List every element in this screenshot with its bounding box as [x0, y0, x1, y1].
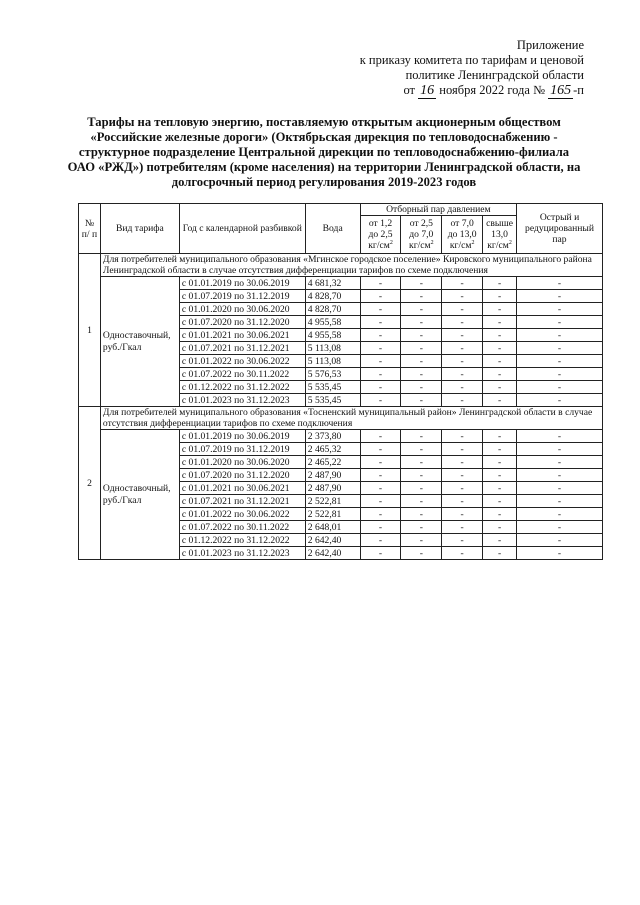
empty-tariff-cell: - [401, 342, 442, 355]
period-cell: с 01.12.2022 по 31.12.2022 [179, 381, 305, 394]
empty-tariff-cell: - [483, 521, 517, 534]
period-cell: с 01.07.2022 по 30.11.2022 [179, 521, 305, 534]
empty-tariff-cell: - [360, 355, 401, 368]
empty-tariff-cell: - [360, 508, 401, 521]
empty-tariff-cell: - [401, 508, 442, 521]
header-num: № п/ п [79, 204, 101, 254]
title-line-5: долгосрочный период регулирования 2019-2023 годов [171, 175, 477, 189]
empty-tariff-cell: - [517, 443, 603, 456]
empty-tariff-cell: - [517, 547, 603, 560]
period-cell: с 01.01.2019 по 30.06.2019 [179, 430, 305, 443]
water-tariff-cell: 2 522,81 [305, 495, 360, 508]
empty-tariff-cell: - [483, 303, 517, 316]
empty-tariff-cell: - [483, 508, 517, 521]
empty-tariff-cell: - [442, 430, 483, 443]
title-line-1: Тарифы на тепловую энергию, поставляемую открытым акционерным обществом [87, 115, 561, 129]
steam-1-line1: от 1,2 [368, 218, 393, 229]
steam-4-line2: 13,0 [491, 229, 508, 240]
empty-tariff-cell: - [360, 381, 401, 394]
empty-tariff-cell: - [360, 521, 401, 534]
empty-tariff-cell: - [442, 381, 483, 394]
period-cell: с 01.07.2022 по 30.11.2022 [179, 368, 305, 381]
table-row [79, 277, 603, 290]
empty-tariff-cell: - [401, 355, 442, 368]
empty-tariff-cell: - [483, 394, 517, 407]
empty-tariff-cell: - [442, 342, 483, 355]
empty-tariff-cell: - [360, 329, 401, 342]
empty-tariff-cell: - [442, 329, 483, 342]
empty-tariff-cell: - [483, 316, 517, 329]
water-tariff-cell: 2 465,32 [305, 443, 360, 456]
empty-tariff-cell: - [442, 277, 483, 290]
empty-tariff-cell: - [483, 469, 517, 482]
empty-tariff-cell: - [442, 482, 483, 495]
water-tariff-cell: 2 648,01 [305, 521, 360, 534]
handwritten-order-number: 165 [550, 83, 572, 98]
period-cell: с 01.12.2022 по 31.12.2022 [179, 534, 305, 547]
empty-tariff-cell: - [442, 495, 483, 508]
title-line-3: структурное подразделение Центральной дирекции по тепловодоснабжению-филиала [78, 145, 570, 159]
period-cell: с 01.01.2019 по 30.06.2019 [179, 277, 305, 290]
tariff-kind: Одноставочный, руб./Гкал [100, 277, 179, 407]
empty-tariff-cell: - [517, 394, 603, 407]
empty-tariff-cell: - [401, 521, 442, 534]
empty-tariff-cell: - [442, 303, 483, 316]
water-tariff-cell: 4 828,70 [305, 290, 360, 303]
table-row [79, 430, 603, 443]
empty-tariff-cell: - [442, 290, 483, 303]
empty-tariff-cell: - [517, 430, 603, 443]
empty-tariff-cell: - [401, 534, 442, 547]
empty-tariff-cell: - [360, 277, 401, 290]
unit-text: кг/см [409, 240, 431, 251]
header-steam-4 [483, 216, 517, 254]
period-cell: с 01.01.2023 по 31.12.2023 [179, 394, 305, 407]
period-cell: с 01.07.2019 по 31.12.2019 [179, 290, 305, 303]
water-tariff-cell: 2 487,90 [305, 482, 360, 495]
appendix-label: Приложение [516, 38, 584, 52]
empty-tariff-cell: - [360, 547, 401, 560]
steam-2-line1: от 2,5 [409, 218, 433, 229]
steam-3-line2: до 13,0 [447, 229, 477, 240]
empty-tariff-cell: - [401, 290, 442, 303]
tariff-kind: Одноставочный, руб./Гкал [100, 430, 179, 560]
steam-4-unit [485, 240, 514, 251]
group-header-row [79, 254, 603, 277]
empty-tariff-cell: - [360, 316, 401, 329]
empty-tariff-cell: - [442, 521, 483, 534]
unit-text: кг/см [368, 240, 390, 251]
header-steam: Отборный пар давлением [360, 204, 516, 216]
empty-tariff-cell: - [360, 495, 401, 508]
steam-3-unit [444, 240, 480, 251]
empty-tariff-cell: - [517, 355, 603, 368]
water-tariff-cell: 4 955,58 [305, 316, 360, 329]
row-number: 2 [79, 407, 101, 560]
consumer-group-description: Для потребителей муниципального образования «Тосненский муниципальный район» Ленинградской области в случае отсутствия дифференциации тарифов по схеме подключения [100, 407, 602, 430]
water-tariff-cell: 5 535,45 [305, 394, 360, 407]
empty-tariff-cell: - [360, 394, 401, 407]
empty-tariff-cell: - [401, 547, 442, 560]
water-tariff-cell: 5 535,45 [305, 381, 360, 394]
water-tariff-cell: 2 642,40 [305, 534, 360, 547]
empty-tariff-cell: - [517, 381, 603, 394]
unit-text: кг/см [449, 240, 472, 251]
document-title [64, 115, 584, 190]
period-cell: с 01.01.2022 по 30.06.2022 [179, 508, 305, 521]
empty-tariff-cell: - [442, 394, 483, 407]
header-kind: Вид тарифа [100, 204, 179, 254]
appendix-committee-line: политике Ленинградской области [405, 68, 584, 82]
empty-tariff-cell: - [517, 495, 603, 508]
empty-tariff-cell: - [401, 381, 442, 394]
empty-tariff-cell: - [517, 290, 603, 303]
period-cell: с 01.01.2021 по 30.06.2021 [179, 482, 305, 495]
water-tariff-cell: 2 373,80 [305, 430, 360, 443]
period-cell: с 01.01.2020 по 30.06.2020 [179, 456, 305, 469]
empty-tariff-cell: - [360, 368, 401, 381]
empty-tariff-cell: - [401, 482, 442, 495]
water-tariff-cell: 2 522,81 [305, 508, 360, 521]
empty-tariff-cell: - [401, 430, 442, 443]
period-cell: с 01.07.2020 по 31.12.2020 [179, 469, 305, 482]
empty-tariff-cell: - [442, 316, 483, 329]
tariff-table [78, 203, 603, 560]
empty-tariff-cell: - [483, 381, 517, 394]
empty-tariff-cell: - [483, 277, 517, 290]
empty-tariff-cell: - [517, 329, 603, 342]
empty-tariff-cell: - [401, 303, 442, 316]
header-year: Год с календарной разбивкой [179, 204, 305, 254]
empty-tariff-cell: - [442, 547, 483, 560]
header-steam-2 [401, 216, 442, 254]
period-cell: с 01.01.2023 по 31.12.2023 [179, 547, 305, 560]
empty-tariff-cell: - [483, 547, 517, 560]
empty-tariff-cell: - [360, 443, 401, 456]
empty-tariff-cell: - [401, 443, 442, 456]
empty-tariff-cell: - [442, 456, 483, 469]
period-cell: с 01.01.2021 по 30.06.2021 [179, 329, 305, 342]
appendix-date-line [360, 83, 584, 99]
date-middle: ноября 2022 года № [439, 83, 546, 97]
empty-tariff-cell: - [401, 394, 442, 407]
empty-tariff-cell: - [517, 342, 603, 355]
empty-tariff-cell: - [401, 469, 442, 482]
unit-power: 2 [471, 239, 475, 246]
water-tariff-cell: 2 642,40 [305, 547, 360, 560]
water-tariff-cell: 2 465,22 [305, 456, 360, 469]
consumer-group-description: Для потребителей муниципального образования «Мгинское городское поселение» Кировского муниципального района Ленинградской области в случае отсутствия дифференциации тарифов по схеме подключения [100, 254, 602, 277]
water-tariff-cell: 5 113,08 [305, 355, 360, 368]
empty-tariff-cell: - [517, 277, 603, 290]
empty-tariff-cell: - [517, 521, 603, 534]
unit-power: 2 [508, 239, 512, 246]
tariff-table-body [79, 254, 603, 560]
unit-power: 2 [430, 239, 434, 246]
header-water: Вода [305, 204, 360, 254]
empty-tariff-cell: - [517, 316, 603, 329]
empty-tariff-cell: - [360, 303, 401, 316]
empty-tariff-cell: - [442, 508, 483, 521]
empty-tariff-cell: - [360, 290, 401, 303]
empty-tariff-cell: - [401, 495, 442, 508]
empty-tariff-cell: - [517, 482, 603, 495]
row-number: 1 [79, 254, 101, 407]
water-tariff-cell: 5 576,53 [305, 368, 360, 381]
empty-tariff-cell: - [360, 456, 401, 469]
period-cell: с 01.01.2022 по 30.06.2022 [179, 355, 305, 368]
empty-tariff-cell: - [517, 368, 603, 381]
empty-tariff-cell: - [442, 355, 483, 368]
steam-1-line2: до 2,5 [368, 229, 393, 240]
empty-tariff-cell: - [483, 495, 517, 508]
steam-1-unit [363, 240, 399, 251]
period-cell: с 01.07.2021 по 31.12.2021 [179, 495, 305, 508]
empty-tariff-cell: - [360, 342, 401, 355]
unit-text: кг/см [487, 240, 509, 251]
unit-power: 2 [389, 239, 393, 246]
empty-tariff-cell: - [442, 443, 483, 456]
empty-tariff-cell: - [442, 469, 483, 482]
order-suffix: -п [573, 83, 584, 97]
empty-tariff-cell: - [483, 342, 517, 355]
empty-tariff-cell: - [401, 456, 442, 469]
empty-tariff-cell: - [483, 430, 517, 443]
empty-tariff-cell: - [517, 303, 603, 316]
period-cell: с 01.07.2019 по 31.12.2019 [179, 443, 305, 456]
header-steam-1 [360, 216, 401, 254]
steam-2-line2: до 7,0 [409, 229, 434, 240]
group-header-row [79, 407, 603, 430]
header-sharp-steam: Острый и редуцированный пар [517, 204, 603, 254]
empty-tariff-cell: - [401, 329, 442, 342]
steam-3-line1: от 7,0 [450, 218, 474, 229]
empty-tariff-cell: - [401, 277, 442, 290]
empty-tariff-cell: - [401, 316, 442, 329]
steam-2-unit [403, 240, 439, 251]
empty-tariff-cell: - [401, 368, 442, 381]
water-tariff-cell: 2 487,90 [305, 469, 360, 482]
steam-4-line1: свыше [486, 218, 513, 229]
empty-tariff-cell: - [517, 534, 603, 547]
appendix-header [360, 38, 584, 99]
water-tariff-cell: 4 955,58 [305, 329, 360, 342]
period-cell: с 01.07.2021 по 31.12.2021 [179, 342, 305, 355]
empty-tariff-cell: - [360, 430, 401, 443]
empty-tariff-cell: - [517, 508, 603, 521]
water-tariff-cell: 4 828,70 [305, 303, 360, 316]
empty-tariff-cell: - [483, 368, 517, 381]
period-cell: с 01.01.2020 по 30.06.2020 [179, 303, 305, 316]
empty-tariff-cell: - [360, 482, 401, 495]
handwritten-day: 16 [420, 83, 435, 98]
water-tariff-cell: 4 681,32 [305, 277, 360, 290]
period-cell: с 01.07.2020 по 31.12.2020 [179, 316, 305, 329]
water-tariff-cell: 5 113,08 [305, 342, 360, 355]
empty-tariff-cell: - [483, 443, 517, 456]
empty-tariff-cell: - [483, 355, 517, 368]
empty-tariff-cell: - [360, 469, 401, 482]
empty-tariff-cell: - [483, 456, 517, 469]
empty-tariff-cell: - [517, 456, 603, 469]
title-line-2: «Российские железные дороги» (Октябрьская дирекция по тепловодоснабжению - [90, 130, 558, 144]
empty-tariff-cell: - [483, 482, 517, 495]
empty-tariff-cell: - [483, 534, 517, 547]
appendix-order-line: к приказу комитета по тарифам и ценовой [359, 53, 584, 67]
empty-tariff-cell: - [360, 534, 401, 547]
header-steam-3 [442, 216, 483, 254]
empty-tariff-cell: - [442, 534, 483, 547]
title-line-4: ОАО «РЖД») потребителям (кроме населения) на территории Ленинградской области, на [67, 160, 581, 174]
empty-tariff-cell: - [442, 368, 483, 381]
empty-tariff-cell: - [483, 290, 517, 303]
empty-tariff-cell: - [483, 329, 517, 342]
date-prefix: от [403, 83, 416, 97]
empty-tariff-cell: - [517, 469, 603, 482]
